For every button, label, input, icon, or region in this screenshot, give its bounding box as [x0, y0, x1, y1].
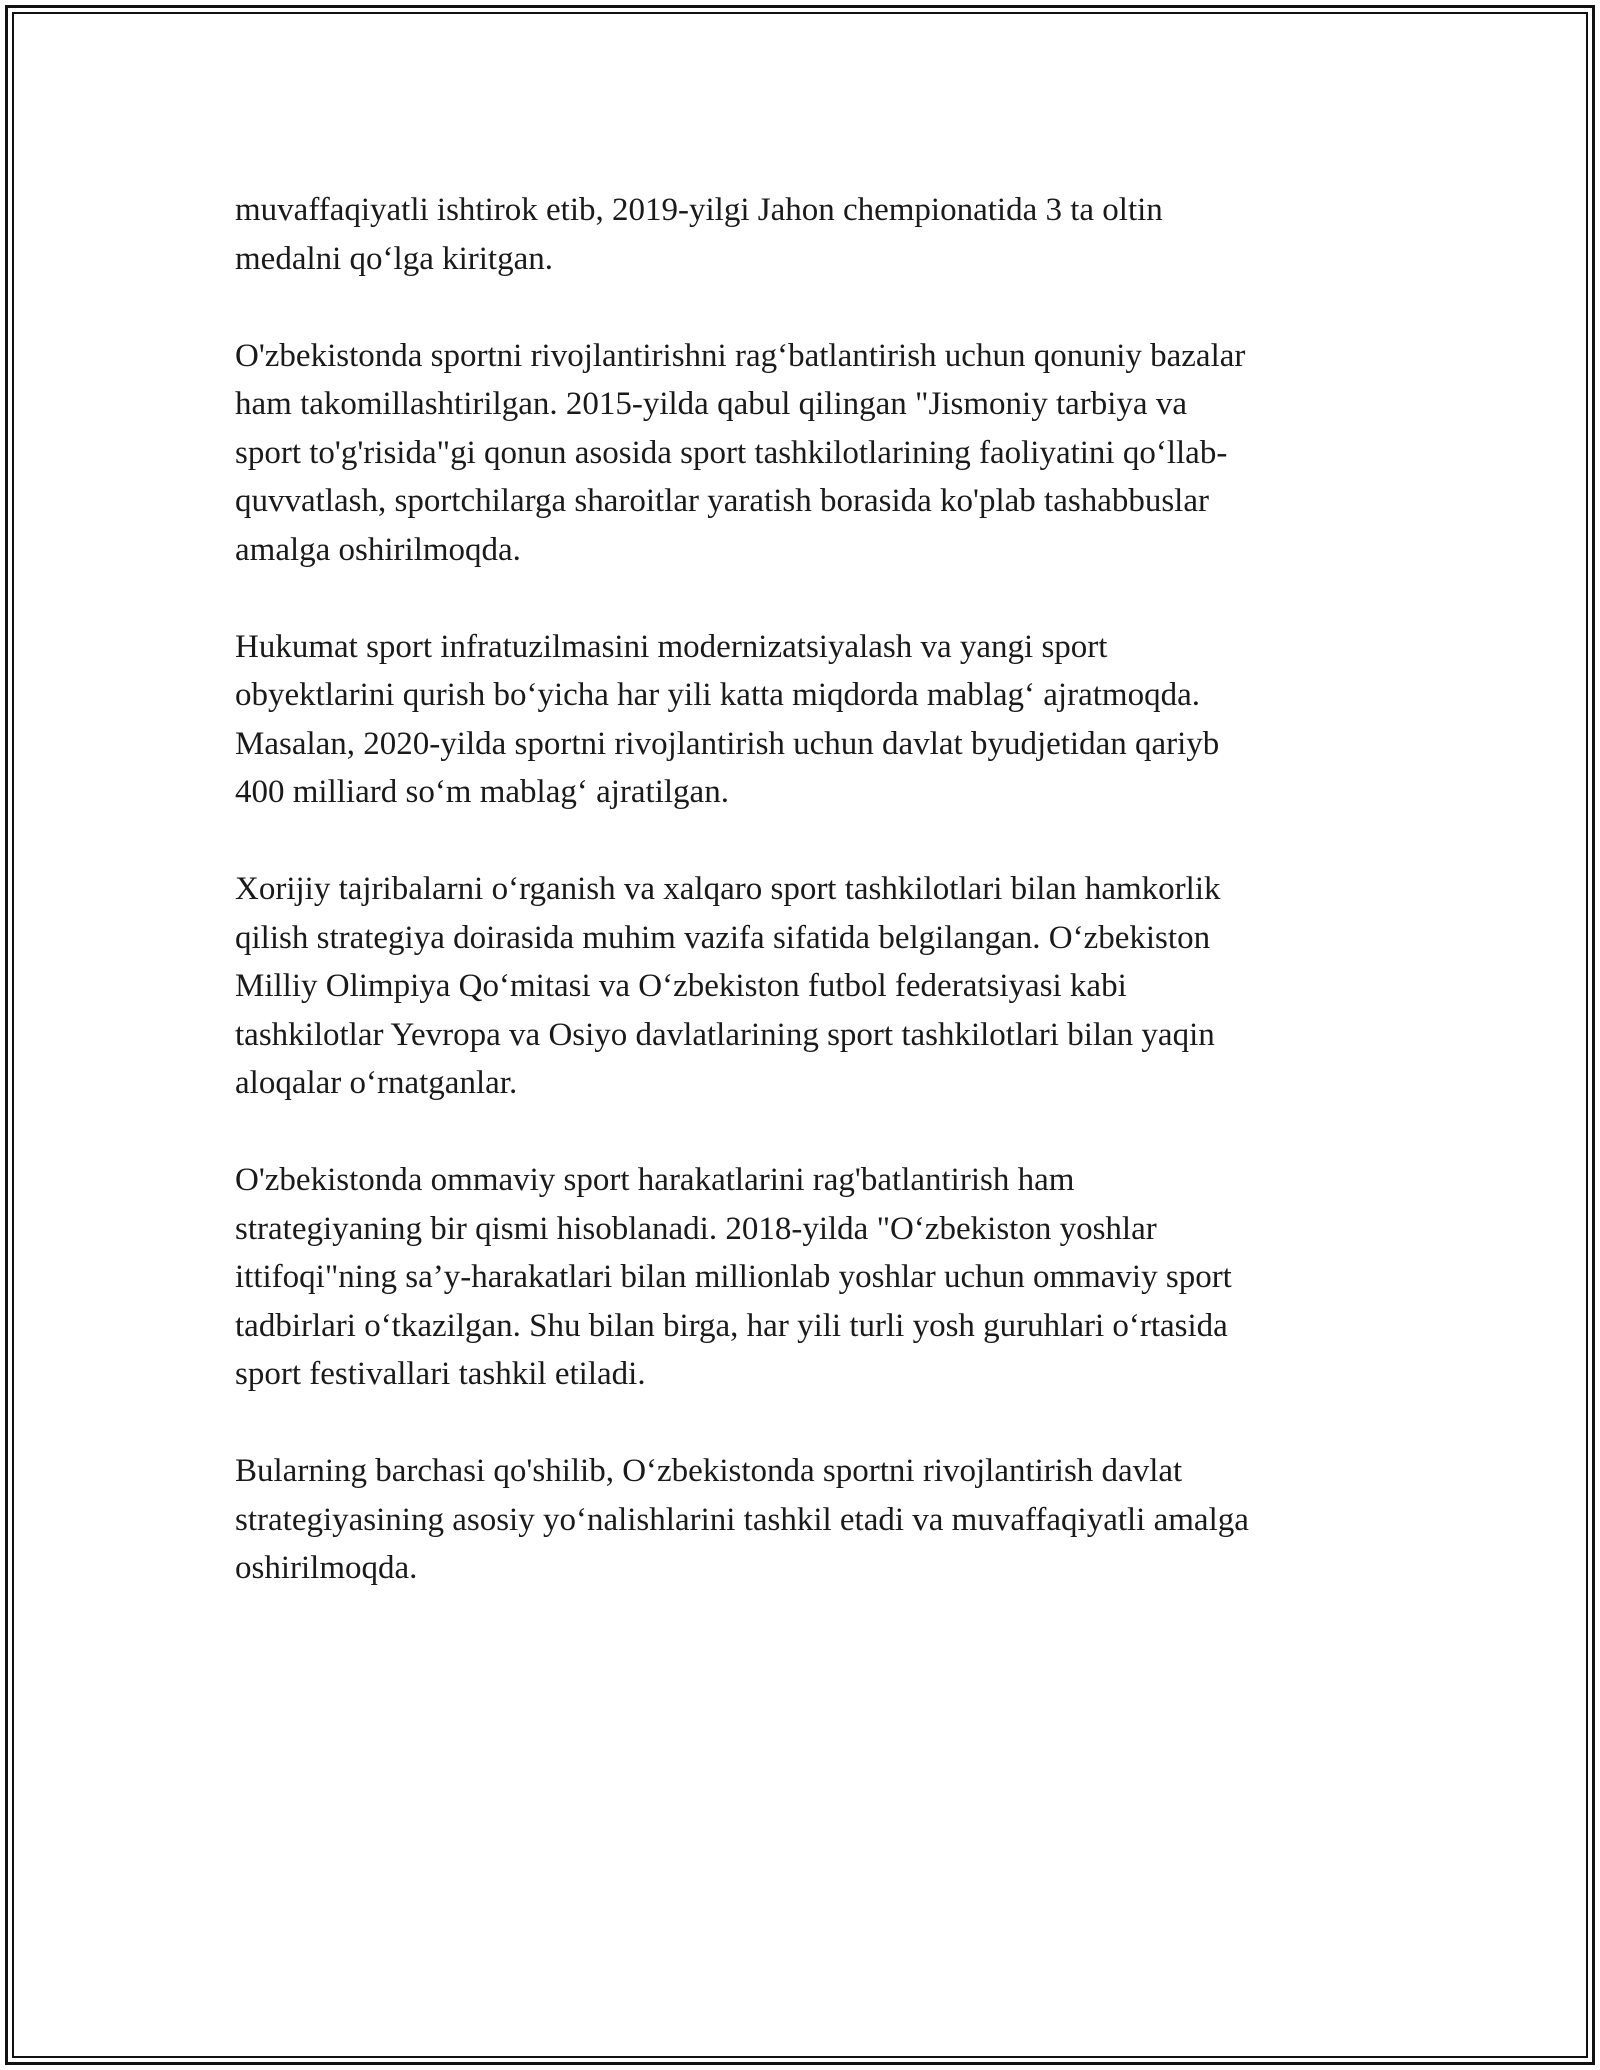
paragraph-3: [235, 623, 1365, 817]
paragraph-line: strategiyaning bir qismi hisoblanadi. 2018-yilda "O‘zbekiston yoshlar: [235, 1210, 1157, 1247]
paragraph-line: qilish strategiya doirasida muhim vazifa sifatida belgilangan. O‘zbekiston: [235, 919, 1211, 956]
paragraph-line: obyektlarini qurish bo‘yicha har yili katta miqdorda mablag‘ ajratmoqda.: [235, 677, 1200, 713]
paragraph-line: medalni qo‘lga kiritgan.: [235, 240, 553, 277]
paragraph-line: amalga oshirilmoqda.: [235, 531, 521, 568]
paragraph-line: Masalan, 2020-yilda sportni rivojlantirish uchun davlat byudjetidan qariyb: [235, 725, 1220, 762]
paragraph-5: [235, 1156, 1365, 1399]
document-body: [235, 186, 1365, 1593]
paragraph-line: sport festivallari tashkil etiladi.: [235, 1356, 646, 1392]
paragraph-line: sport to'g'risida"gi qonun asosida sport tashkilotlarining faoliyatini qo‘llab-: [235, 434, 1228, 471]
paragraph-2: [235, 332, 1365, 575]
paragraph-line: tadbirlari o‘tkazilgan. Shu bilan birga, har yili turli yosh guruhlari o‘rtasida: [235, 1307, 1228, 1344]
paragraph-line: muvaffaqiyatli ishtirok etib, 2019-yilgi Jahon chempionatida 3 ta oltin: [235, 192, 1163, 228]
paragraph-1: [235, 186, 1365, 283]
paragraph-line: O'zbekistonda sportni rivojlantirishni rag‘batlantirish uchun qonuniy bazalar: [235, 337, 1246, 374]
paragraph-line: Bularning barchasi qo'shilib, O‘zbekistonda sportni rivojlantirish davlat: [235, 1453, 1183, 1489]
paragraph-line: Milliy Olimpiya Qo‘mitasi va O‘zbekiston futbol federatsiyasi kabi: [235, 968, 1127, 1004]
paragraph-line: 400 milliard so‘m mablag‘ ajratilgan.: [235, 774, 729, 810]
paragraph-line: O'zbekistonda ommaviy sport harakatlarini rag'batlantirish ham: [235, 1162, 1075, 1198]
paragraph-line: aloqalar o‘rnatganlar.: [235, 1065, 518, 1101]
paragraph-line: tashkilotlar Yevropa va Osiyo davlatlarining sport tashkilotlari bilan yaqin: [235, 1016, 1215, 1053]
paragraph-line: oshirilmoqda.: [235, 1550, 418, 1586]
paragraph-line: ittifoqi"ning sa’y-harakatlari bilan millionlab yoshlar uchun ommaviy sport: [235, 1259, 1232, 1295]
paragraph-4: [235, 865, 1365, 1108]
paragraph-line: Xorijiy tajribalarni o‘rganish va xalqaro sport tashkilotlari bilan hamkorlik: [235, 871, 1221, 907]
paragraph-6: [235, 1447, 1365, 1593]
paragraph-line: strategiyasining asosiy yo‘nalishlarini tashkil etadi va muvaffaqiyatli amalga: [235, 1501, 1249, 1538]
paragraph-line: quvvatlash, sportchilarga sharoitlar yaratish borasida ko'plab tashabbuslar: [235, 483, 1209, 519]
paragraph-line: ham takomillashtirilgan. 2015-yilda qabul qilingan "Jismoniy tarbiya va: [235, 386, 1187, 422]
paragraph-line: Hukumat sport infratuzilmasini modernizatsiyalash va yangi sport: [235, 628, 1108, 665]
